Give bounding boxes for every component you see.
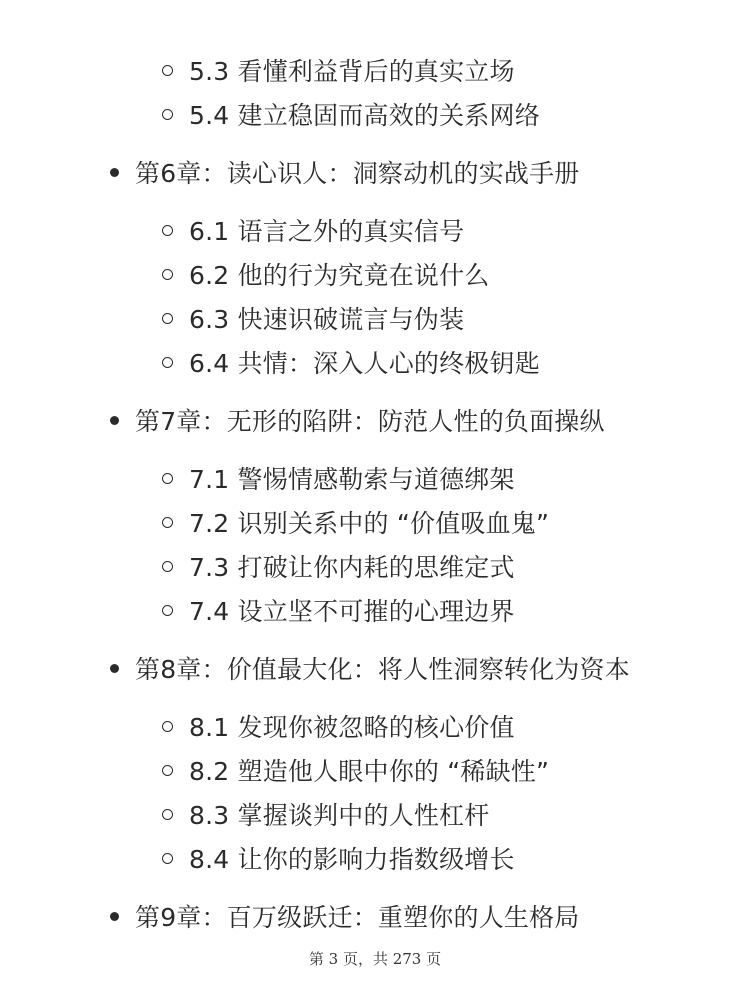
toc-section-label: 6.4 共情：深入人心的终极钥匙 [189,349,540,378]
toc-section-7-4 [0,588,750,632]
toc-section-7-3 [0,544,750,588]
toc-section-label: 8.1 发现你被忽略的核心价值 [189,713,515,742]
toc-chapter-title: 第7章：无形的陷阱：防范人性的负面操纵 [135,407,605,436]
circle-bullet-icon [162,357,173,368]
toc-chapter-8 [0,646,750,690]
toc-section-label: 5.4 建立稳固而高效的关系网络 [189,101,540,130]
circle-bullet-icon [162,269,173,280]
disc-bullet-icon [110,168,119,177]
toc-chapter-title: 第6章：读心识人：洞察动机的实战手册 [135,159,580,188]
toc-section-7-1 [0,456,750,500]
page-number-footer: 第 3 页，共 273 页 [308,950,442,968]
toc-section-6-4 [0,340,750,384]
toc-chapter-title: 第9章：百万级跃迁：重塑你的人生格局 [135,903,580,932]
toc-section-label: 7.1 警惕情感勒索与道德绑架 [189,465,515,494]
table-of-contents [0,48,750,952]
toc-section-6-3 [0,296,750,340]
toc-section-label: 8.3 掌握谈判中的人性杠杆 [189,801,490,830]
circle-bullet-icon [162,225,173,236]
circle-bullet-icon [162,313,173,324]
circle-bullet-icon [162,561,173,572]
disc-bullet-icon [110,664,119,673]
toc-section-7-2 [0,500,750,544]
toc-section-label: 8.2 塑造他人眼中你的 “稀缺性” [189,757,550,786]
toc-section-6-2 [0,252,750,296]
circle-bullet-icon [162,853,173,864]
toc-section-label: 7.3 打破让你内耗的思维定式 [189,553,515,582]
toc-section-8-2 [0,748,750,792]
toc-section-label: 7.4 设立坚不可摧的心理边界 [189,597,515,626]
toc-section-5-4 [0,92,750,136]
toc-section-label: 8.4 让你的影响力指数级增长 [189,845,515,874]
circle-bullet-icon [162,65,173,76]
toc-section-label: 6.2 他的行为究竟在说什么 [189,261,490,290]
circle-bullet-icon [162,765,173,776]
toc-section-8-1 [0,704,750,748]
circle-bullet-icon [162,517,173,528]
toc-section-label: 5.3 看懂利益背后的真实立场 [189,57,515,86]
circle-bullet-icon [162,605,173,616]
circle-bullet-icon [162,721,173,732]
toc-section-label: 6.3 快速识破谎言与伪装 [189,305,465,334]
toc-section-6-1 [0,208,750,252]
toc-chapter-9 [0,894,750,938]
circle-bullet-icon [162,109,173,120]
toc-section-label: 6.1 语言之外的真实信号 [189,217,465,246]
toc-section-8-3 [0,792,750,836]
circle-bullet-icon [162,473,173,484]
toc-section-label: 7.2 识别关系中的 “价值吸血鬼” [189,509,550,538]
toc-chapter-7 [0,398,750,442]
toc-chapter-6 [0,150,750,194]
disc-bullet-icon [110,416,119,425]
disc-bullet-icon [110,912,119,921]
toc-section-5-3 [0,48,750,92]
circle-bullet-icon [162,809,173,820]
toc-section-8-4 [0,836,750,880]
toc-chapter-title: 第8章：价值最大化：将人性洞察转化为资本 [135,655,630,684]
